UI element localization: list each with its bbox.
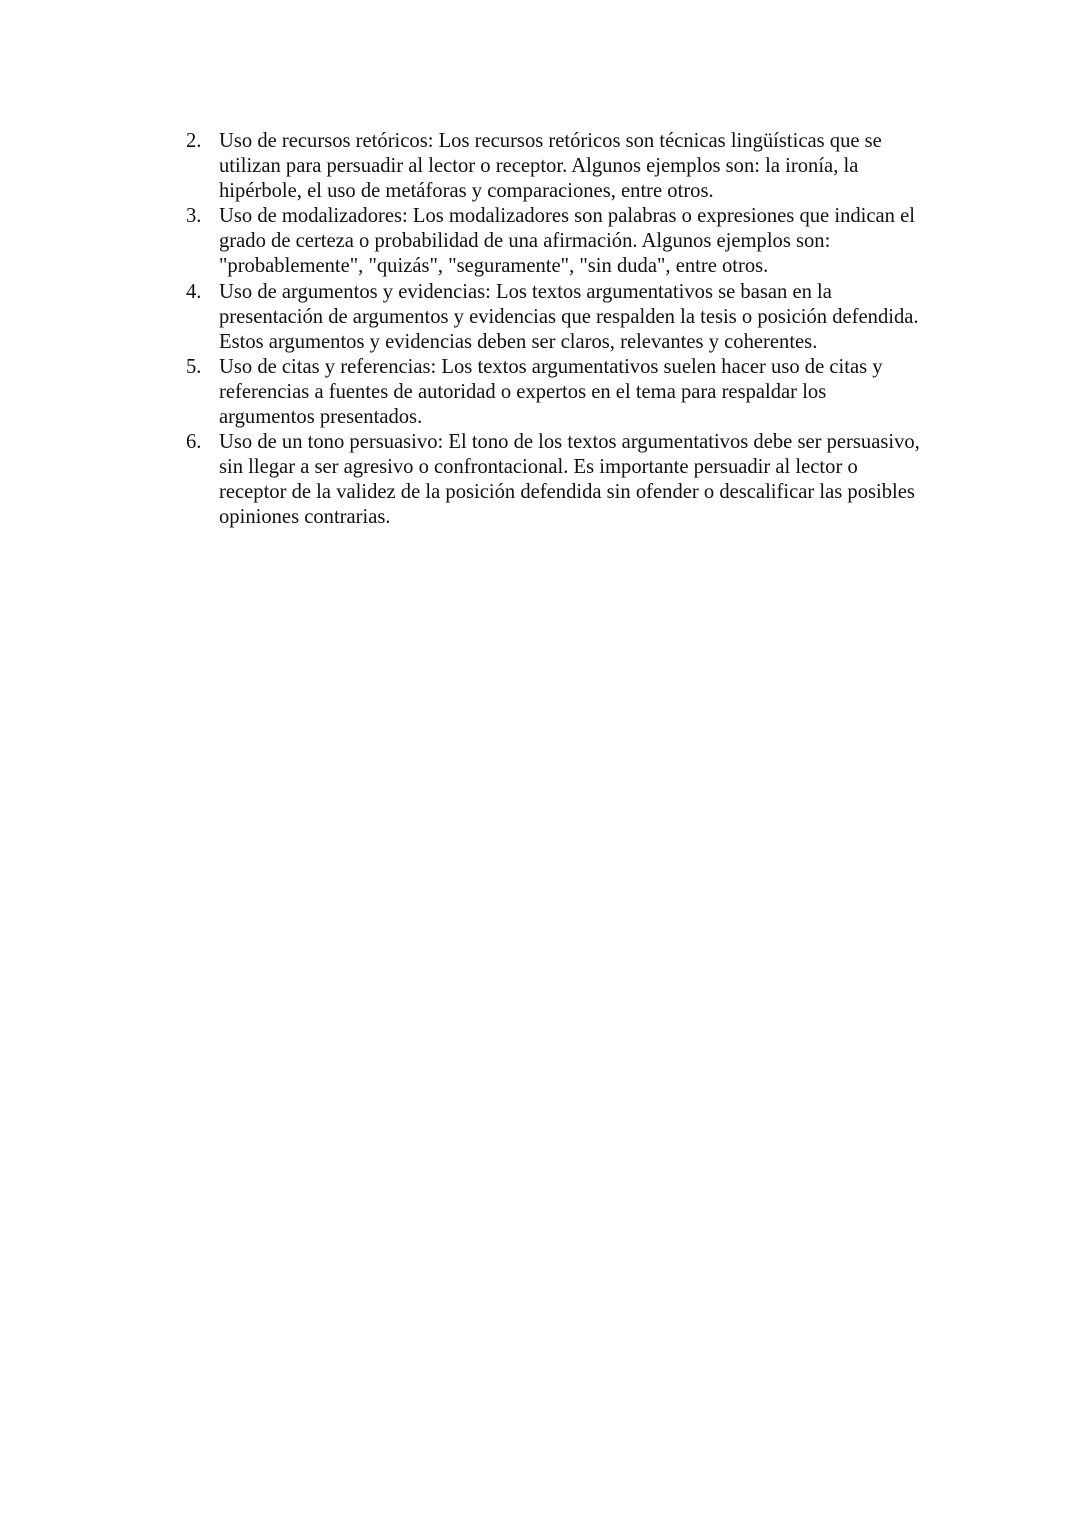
- list-item: [186, 204, 926, 279]
- list-item: [186, 430, 926, 530]
- list-item: [186, 355, 926, 430]
- list-item-number: 6.: [186, 431, 202, 454]
- list-item: [186, 280, 926, 355]
- list-item-number: 4.: [186, 280, 202, 303]
- list-item: [186, 129, 926, 204]
- numbered-list: [186, 129, 926, 531]
- list-item-number: 2.: [186, 130, 202, 152]
- list-item-text: Uso de modalizadores: Los modalizadores son palabras o expresiones que indican el grado de certeza o probabilidad de una afirmación. Algunos ejemplos son: "probablemente", "quizás", "seguramente", "sin duda", entre otros.: [219, 205, 915, 278]
- list-item-number: 5.: [186, 355, 202, 378]
- list-item-text: Uso de argumentos y evidencias: Los textos argumentativos se basan en la presentación de argumentos y evidencias que respalden la tesis o posición defendida. Estos argumentos y evidencias deben ser claros, relevantes y coherentes.: [219, 280, 919, 353]
- list-item-text: Uso de citas y referencias: Los textos argumentativos suelen hacer uso de citas y referencias a fuentes de autoridad o expertos en el tema para respaldar los argumentos presentados.: [219, 355, 883, 429]
- list-item-text: Uso de un tono persuasivo: El tono de los textos argumentativos debe ser persuasivo, sin llegar a ser agresivo o confrontacional. Es importante persuadir al lector o receptor de la validez de la posición defendida sin ofender o descalificar las posibles opiniones contrarias.: [219, 431, 920, 529]
- list-item-number: 3.: [186, 205, 202, 228]
- list-item-text: Uso de recursos retóricos: Los recursos retóricos son técnicas lingüísticas que se utilizan para persuadir al lector o receptor. Algunos ejemplos son: la ironía, la hipérbole, el uso de metáforas y comparaciones, entre otros.: [219, 130, 882, 203]
